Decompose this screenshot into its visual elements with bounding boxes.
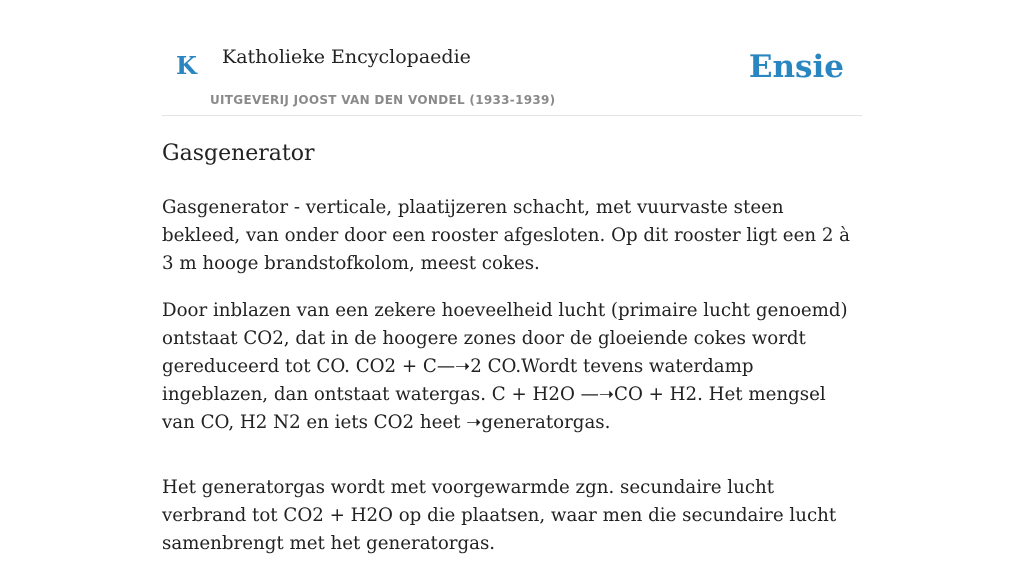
publication-title[interactable]: Katholieke Encyclopaedie xyxy=(222,46,471,68)
brand-logo[interactable]: Ensie xyxy=(748,49,844,85)
publication-logo[interactable]: K xyxy=(176,51,197,80)
article-paragraph: Door inblazen van een zekere hoeveelheid lucht (primaire lucht genoemd) ontstaat CO2, dat in de hoogere zones door de gloeiende cokes wordt gereduceerd tot CO. CO2 + C—➝2 CO.Wordt tevens waterdamp ingeblazen, dan ontstaat watergas. C + H2O —➝CO + H2. Het mengsel van CO, H2 N2 en iets CO2 heet ➝generatorgas. xyxy=(162,300,848,433)
article-paragraph: Het generatorgas wordt met voorgewarmde zgn. secundaire lucht verbrand tot CO2 + H2O op die plaatsen, waar men die secundaire lucht samenbrengt met het generatorgas. xyxy=(162,477,837,554)
site-header xyxy=(162,0,862,116)
article xyxy=(162,138,864,577)
publisher-label: UITGEVERIJ JOOST VAN DEN VONDEL (1933-1939) xyxy=(210,93,556,107)
article-title: Gasgenerator xyxy=(162,141,315,166)
article-paragraph: Gasgenerator - verticale, plaatijzeren schacht, met vuurvaste steen bekleed, van onder door een rooster afgesloten. Op dit rooster ligt een 2 à 3 m hooge brandstofkolom, meest cokes. xyxy=(162,197,851,274)
